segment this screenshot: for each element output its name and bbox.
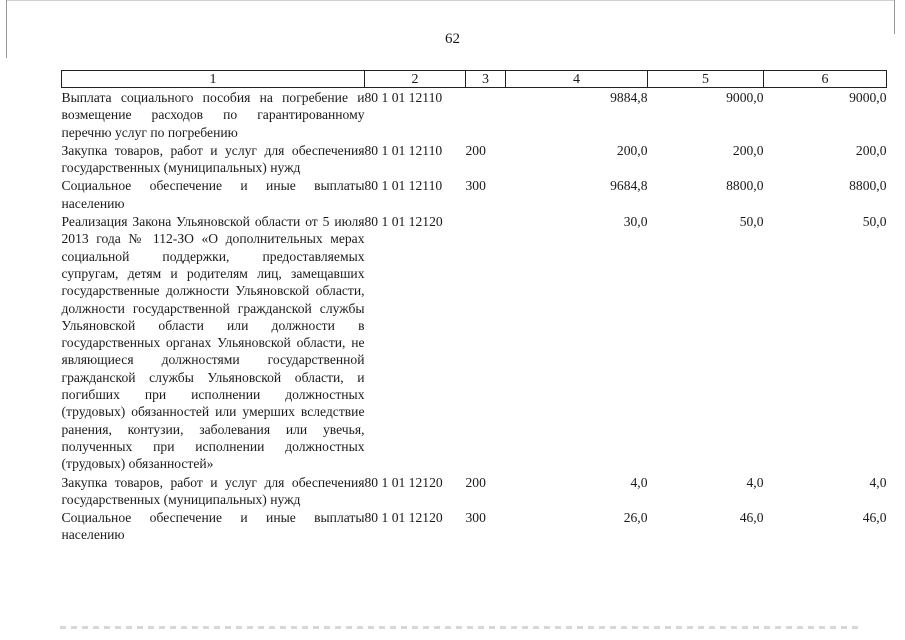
row-value-col6: 4,0	[869, 474, 887, 490]
scan-edge-right	[894, 0, 895, 34]
row-value-col4: 26,0	[623, 510, 648, 526]
row-name: Выплата социального пособия на погребение и возмещение расходов по гарантированному перечню услуг по погребению	[61, 90, 365, 140]
row-type: 300	[465, 178, 486, 194]
table-row	[62, 88, 887, 141]
row-code: 80 1 01 12110	[364, 142, 443, 158]
row-type: 300	[465, 510, 486, 526]
table-row	[62, 176, 887, 212]
row-value-col5: 9000,0	[726, 90, 764, 105]
row-type	[466, 88, 506, 141]
row-value-col6: 50,0	[862, 214, 887, 230]
row-name: Реализация Закона Ульяновской области от 5 июля 2013 года № 112-ЗО «О дополнительных мерах социальной поддержки, предоставляемых супругам, детям и родителям лиц, замещавших государственные должности Ульяновской области, должности государственной гражданской службы Ульяновской области или должности в государственных органах Ульяновской области, не являющиеся должностями государственной гражданской службы Ульяновской области, и погибших при исполнении должностных (трудовых) обязанностей или умерших вследствие ранения, контузии, заболевания или увечья, полученных при исполнении должностных (трудовых) обязанностей»	[61, 214, 365, 472]
row-value-col4: 9684,8	[610, 178, 648, 194]
table-row	[62, 212, 887, 472]
row-value-col5: 200,0	[732, 142, 764, 158]
page-number: 62	[445, 31, 460, 47]
cut-off-footer-line	[60, 626, 860, 629]
row-value-col4: 9884,8	[610, 90, 648, 105]
budget-table	[61, 70, 887, 544]
row-code: 80 1 01 12120	[364, 510, 443, 526]
header-col-5: 5	[648, 71, 764, 88]
row-code: 80 1 01 12120	[364, 474, 443, 490]
row-code: 80 1 01 12120	[364, 214, 443, 230]
table-header-row	[62, 71, 887, 88]
table-row	[62, 141, 887, 177]
row-name: Социальное обеспечение и иные выплаты населению	[61, 510, 365, 543]
row-type: 200	[465, 474, 486, 490]
table-row	[62, 473, 887, 509]
row-value-col5: 4,0	[746, 474, 764, 490]
row-value-col6: 200,0	[855, 142, 887, 158]
row-value-col6: 9000,0	[849, 90, 887, 105]
row-value-col6: 46,0	[862, 510, 887, 526]
header-col-2: 2	[365, 71, 466, 88]
row-name: Социальное обеспечение и иные выплаты населению	[61, 178, 365, 211]
row-value-col5: 8800,0	[726, 178, 764, 194]
row-code: 80 1 01 12110	[364, 90, 443, 105]
row-code: 80 1 01 12110	[364, 178, 443, 194]
row-value-col4: 30,0	[623, 214, 648, 230]
row-value-col4: 200,0	[616, 142, 648, 158]
header-col-6: 6	[764, 71, 887, 88]
header-col-4: 4	[506, 71, 648, 88]
row-value-col5: 46,0	[739, 510, 764, 526]
row-name: Закупка товаров, работ и услуг для обеспечения государственных (муниципальных) нужд	[61, 142, 365, 176]
row-name: Закупка товаров, работ и услуг для обеспечения государственных (муниципальных) нужд	[61, 474, 365, 507]
row-value-col6: 8800,0	[849, 178, 887, 194]
header-col-3: 3	[466, 71, 506, 88]
row-value-col4: 4,0	[630, 474, 648, 490]
header-col-1: 1	[62, 71, 365, 88]
row-type: 200	[465, 142, 486, 158]
scan-edge-left	[6, 0, 7, 58]
scan-edge-top	[6, 0, 894, 1]
table-row	[62, 508, 887, 544]
row-type	[466, 212, 506, 472]
row-value-col5: 50,0	[739, 214, 764, 230]
